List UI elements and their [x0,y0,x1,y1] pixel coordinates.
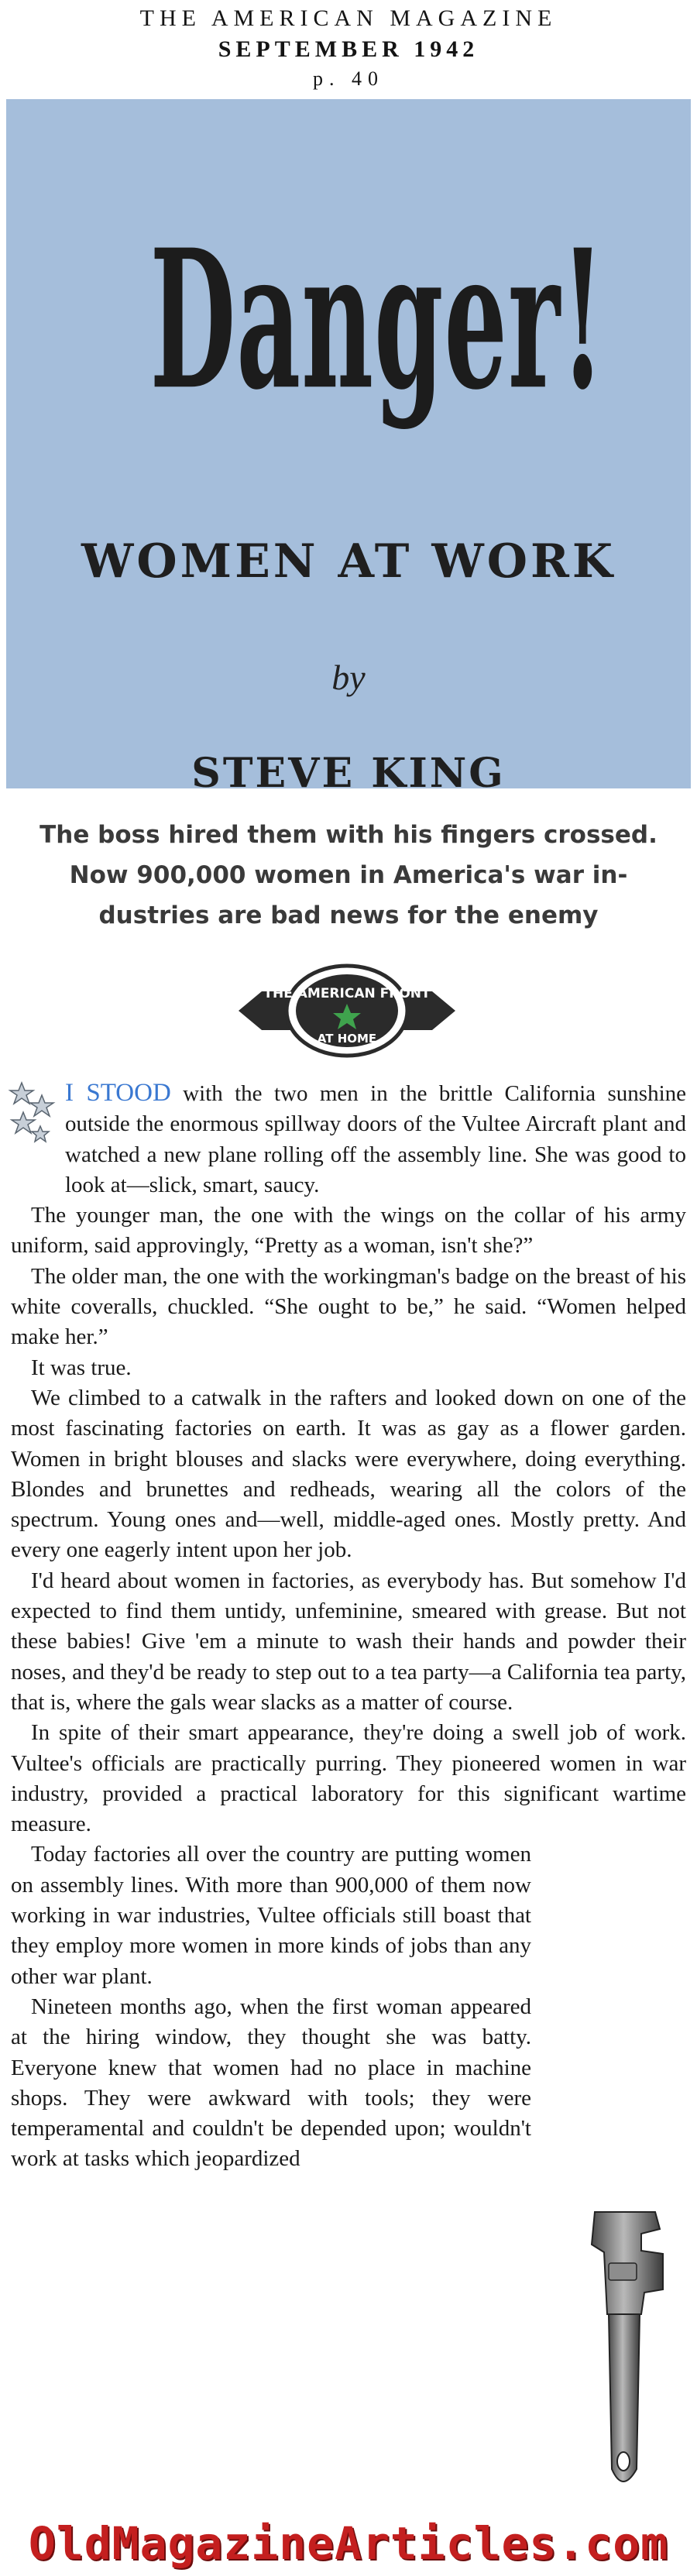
page-number: p. 40 [313,67,384,90]
paragraph-text: with the two men in the brittle California sunshine outside the enormous spillway doors of the Vultee Aircraft plant and watched a new plane rolling off the assembly line. She was good to look at—slick, smart, saucy. [65,1081,686,1197]
deck-line: dustries are bad news for the enemy [98,902,599,929]
stars-ornament-icon [6,1081,56,1146]
deck [0,815,697,936]
article-paragraph: It was true. [31,1355,132,1380]
article-paragraph: In spite of their smart appearance, they're doing a swell job of work. Vultee's officials are practically purring. They pioneered women in war industry, provided a practical laboratory for this significant wartime measure. [11,1720,686,1837]
article-paragraph: Today factories all over the country are putting women on assembly lines. With more than 900,000 of them now working in war industries, Vultee officials still boast that they employ more women in more kinds of jobs than any other war plant. [11,1842,531,1989]
pipe-wrench-icon [564,2206,680,2500]
title-panel [6,99,691,797]
american-front-badge [231,960,463,1061]
masthead [0,0,697,93]
article-body [11,1078,686,2175]
article-paragraph: The older man, the one with the workingman's badge on the breast of his white coveralls, chuckled. “She ought to be,” he said. “Women helped make her.” [11,1263,686,1350]
badge-text-top: THE AMERICAN FRONT [263,986,431,1001]
wrapped-column [11,1839,686,2174]
byline-prefix: by [331,658,366,697]
deck-line: Now 900,000 women in America's war in- [69,861,628,889]
deck-line: The boss hired them with his fingers crossed. [39,821,658,849]
article-paragraph: I'd heard about women in factories, as everybody has. But somehow I'd expected to find them untidy, unfeminine, smeared with grease. But not these babies! Give 'em a minute to wash their hands and powder their noses, and they'd be ready to step out to a tea party—a California tea party, that is, where the gals wear slacks as a matter of course. [11,1568,686,1715]
publication-name: THE AMERICAN MAGAZINE [139,5,558,31]
article-paragraph [11,1078,686,1200]
article-paragraph: The younger man, the one with the wings on the collar of his army uniform, said approvingly, “Pretty as a woman, isn't she?” [11,1203,686,1259]
article-paragraph: We climbed to a catwalk in the rafters and looked down on one of the most fascinating factories on earth. It was as gay as a flower garden. Women in bright blouses and slacks were everywhere, doing everything. Blondes and brunettes and redheads, wearing all the colors of the spectrum. Young ones and—well, middle-aged ones. Mostly pretty. And every one eagerly intent upon her job. [11,1385,686,1563]
headline: Danger! [149,207,606,432]
issue-date: SEPTEMBER 1942 [218,36,479,62]
subtitle: WOMEN AT WORK [81,534,616,589]
article-paragraph: Nineteen months ago, when the first woman appeared at the hiring window, they thought she was batty. Everyone knew that women had no place in machine shops. They were awkward with tools; they were temperamental and couldn't be depended upon; wouldn't work at tasks which jeopardized [11,1994,531,2172]
site-footer: OldMagazineArticles.com [28,2517,669,2570]
author-name: STEVE KING [191,750,506,797]
badge-text-bottom: AT HOME [317,1032,377,1046]
lead-in: I STOOD [65,1079,171,1107]
